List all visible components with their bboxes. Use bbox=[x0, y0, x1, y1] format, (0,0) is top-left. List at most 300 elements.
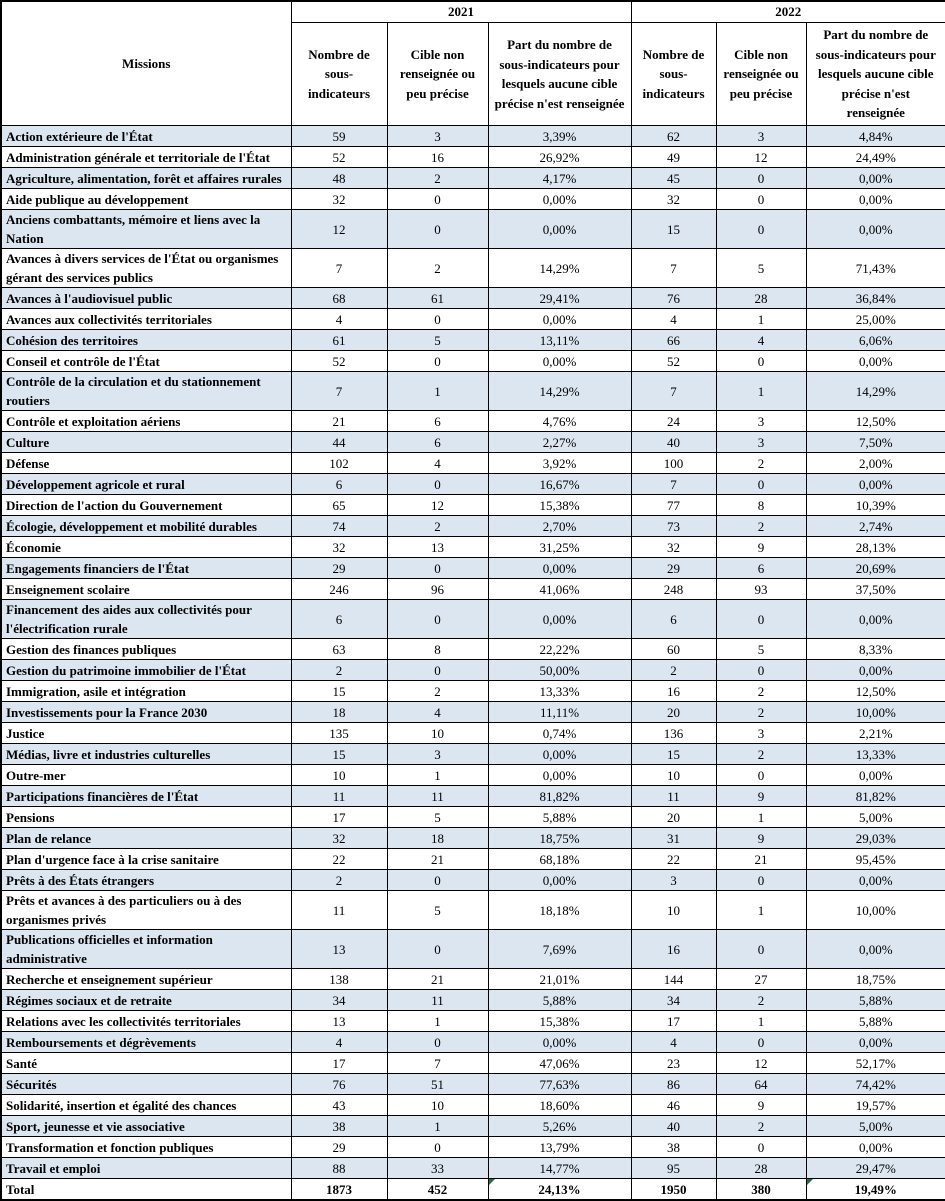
value-cell: 1 bbox=[716, 309, 806, 330]
value-cell: 52,17% bbox=[806, 1053, 945, 1074]
value-cell: 13 bbox=[291, 930, 387, 969]
table-row bbox=[1, 639, 945, 660]
mission-name: Gestion des finances publiques bbox=[1, 639, 291, 660]
value-cell: 0 bbox=[716, 168, 806, 189]
value-cell: 52 bbox=[291, 147, 387, 168]
value-cell: 10,39% bbox=[806, 495, 945, 516]
value-cell: 102 bbox=[291, 453, 387, 474]
value-cell: 14,29% bbox=[488, 249, 631, 288]
value-cell: 0 bbox=[716, 870, 806, 891]
table-row bbox=[1, 660, 945, 681]
value-cell: 0,00% bbox=[806, 1137, 945, 1158]
value-cell: 0 bbox=[387, 189, 488, 210]
value-cell: 17 bbox=[291, 1053, 387, 1074]
value-cell: 0,00% bbox=[806, 474, 945, 495]
table-row bbox=[1, 372, 945, 411]
value-cell: 95 bbox=[631, 1158, 716, 1179]
value-cell: 2,74% bbox=[806, 516, 945, 537]
value-cell: 0 bbox=[387, 210, 488, 249]
value-cell: 71,43% bbox=[806, 249, 945, 288]
value-cell: 4 bbox=[631, 1032, 716, 1053]
value-cell: 5,88% bbox=[806, 1011, 945, 1032]
value-cell: 13,79% bbox=[488, 1137, 631, 1158]
value-cell: 25,00% bbox=[806, 309, 945, 330]
value-cell: 10 bbox=[631, 765, 716, 786]
value-cell: 16 bbox=[631, 930, 716, 969]
table-row bbox=[1, 930, 945, 969]
value-cell: 24,49% bbox=[806, 147, 945, 168]
value-cell: 33 bbox=[387, 1158, 488, 1179]
value-cell: 3 bbox=[716, 432, 806, 453]
value-cell: 32 bbox=[291, 537, 387, 558]
table-row bbox=[1, 537, 945, 558]
value-cell: 2 bbox=[387, 168, 488, 189]
table-row bbox=[1, 870, 945, 891]
value-cell: 0,00% bbox=[806, 189, 945, 210]
value-cell: 29,41% bbox=[488, 288, 631, 309]
value-cell: 15 bbox=[631, 744, 716, 765]
mission-name: Anciens combattants, mémoire et liens avec la Nation bbox=[1, 210, 291, 249]
value-cell: 6 bbox=[387, 432, 488, 453]
value-cell: 0 bbox=[387, 309, 488, 330]
table-row bbox=[1, 288, 945, 309]
value-cell: 7 bbox=[387, 1053, 488, 1074]
value-cell: 380 bbox=[716, 1179, 806, 1201]
value-cell: 144 bbox=[631, 969, 716, 990]
mission-name: Contrôle et exploitation aériens bbox=[1, 411, 291, 432]
value-cell: 81,82% bbox=[806, 786, 945, 807]
mission-name: Avances aux collectivités territoriales bbox=[1, 309, 291, 330]
value-cell: 3 bbox=[716, 723, 806, 744]
value-cell: 10 bbox=[631, 891, 716, 930]
value-cell: 32 bbox=[291, 828, 387, 849]
value-cell: 32 bbox=[631, 189, 716, 210]
value-cell: 13 bbox=[291, 1011, 387, 1032]
value-cell: 6 bbox=[291, 474, 387, 495]
value-cell: 7 bbox=[631, 249, 716, 288]
value-cell: 14,29% bbox=[488, 372, 631, 411]
value-cell: 34 bbox=[631, 990, 716, 1011]
value-cell: 0,00% bbox=[806, 870, 945, 891]
value-cell: 5,88% bbox=[488, 807, 631, 828]
value-cell: 6 bbox=[631, 600, 716, 639]
value-cell: 5 bbox=[716, 639, 806, 660]
value-cell: 12,50% bbox=[806, 681, 945, 702]
table-row bbox=[1, 990, 945, 1011]
value-cell: 8,33% bbox=[806, 639, 945, 660]
value-cell: 76 bbox=[291, 1074, 387, 1095]
value-cell: 3,39% bbox=[488, 126, 631, 147]
value-cell: 18,18% bbox=[488, 891, 631, 930]
value-cell: 3 bbox=[631, 870, 716, 891]
table-row bbox=[1, 702, 945, 723]
value-cell: 4 bbox=[387, 453, 488, 474]
table-row bbox=[1, 1116, 945, 1137]
value-cell: 0,00% bbox=[488, 1032, 631, 1053]
value-cell: 23 bbox=[631, 1053, 716, 1074]
value-cell: 9 bbox=[716, 1095, 806, 1116]
value-cell: 0,00% bbox=[806, 1032, 945, 1053]
value-cell: 61 bbox=[387, 288, 488, 309]
value-cell: 15,38% bbox=[488, 495, 631, 516]
value-cell: 11,11% bbox=[488, 702, 631, 723]
mission-name: Investissements pour la France 2030 bbox=[1, 702, 291, 723]
value-cell: 16 bbox=[631, 681, 716, 702]
table-row bbox=[1, 147, 945, 168]
col-header-2021-part: Part du nombre de sous-indicateurs pour lesquels aucune cible précise n'est renseignée bbox=[488, 23, 631, 126]
mission-name: Administration générale et territoriale de l'État bbox=[1, 147, 291, 168]
value-cell: 20 bbox=[631, 702, 716, 723]
value-cell: 21 bbox=[716, 849, 806, 870]
col-header-2021-nombre: Nombre de sous-indicateurs bbox=[291, 23, 387, 126]
value-cell: 12 bbox=[716, 1053, 806, 1074]
value-cell: 13,33% bbox=[806, 744, 945, 765]
table-row bbox=[1, 411, 945, 432]
table-row bbox=[1, 579, 945, 600]
value-cell: 138 bbox=[291, 969, 387, 990]
col-header-2022-nombre: Nombre de sous-indicateurs bbox=[631, 23, 716, 126]
value-cell: 12 bbox=[291, 210, 387, 249]
value-cell: 9 bbox=[716, 786, 806, 807]
table-row bbox=[1, 807, 945, 828]
mission-name: Immigration, asile et intégration bbox=[1, 681, 291, 702]
value-cell: 3 bbox=[716, 126, 806, 147]
value-cell: 7 bbox=[631, 474, 716, 495]
mission-name: Économie bbox=[1, 537, 291, 558]
value-cell: 0,00% bbox=[488, 765, 631, 786]
value-cell: 4 bbox=[387, 702, 488, 723]
value-cell: 2 bbox=[631, 660, 716, 681]
value-cell: 0,00% bbox=[806, 930, 945, 969]
table-row bbox=[1, 1032, 945, 1053]
value-cell: 27 bbox=[716, 969, 806, 990]
value-cell: 5 bbox=[716, 249, 806, 288]
mission-name: Aide publique au développement bbox=[1, 189, 291, 210]
value-cell: 32 bbox=[631, 537, 716, 558]
value-cell: 18,75% bbox=[806, 969, 945, 990]
value-cell: 0,74% bbox=[488, 723, 631, 744]
value-cell: 51 bbox=[387, 1074, 488, 1095]
table-row bbox=[1, 1095, 945, 1116]
value-cell: 2 bbox=[387, 249, 488, 288]
value-cell: 5 bbox=[387, 330, 488, 351]
value-cell: 12 bbox=[387, 495, 488, 516]
value-cell: 0,00% bbox=[806, 600, 945, 639]
value-cell: 2 bbox=[716, 681, 806, 702]
value-cell: 5 bbox=[387, 807, 488, 828]
value-cell: 0 bbox=[387, 351, 488, 372]
value-cell: 0,00% bbox=[806, 765, 945, 786]
value-cell: 76 bbox=[631, 288, 716, 309]
value-cell: 73 bbox=[631, 516, 716, 537]
value-cell: 8 bbox=[387, 639, 488, 660]
table-body bbox=[1, 126, 945, 1201]
value-cell: 10,00% bbox=[806, 891, 945, 930]
value-cell: 13,33% bbox=[488, 681, 631, 702]
value-cell: 50,00% bbox=[488, 660, 631, 681]
value-cell: 14,29% bbox=[806, 372, 945, 411]
value-cell: 44 bbox=[291, 432, 387, 453]
mission-name: Participations financières de l'État bbox=[1, 786, 291, 807]
col-header-2021-cible: Cible non renseignée ou peu précise bbox=[387, 23, 488, 126]
mission-name: Régimes sociaux et de retraite bbox=[1, 990, 291, 1011]
value-cell: 31 bbox=[631, 828, 716, 849]
value-cell: 49 bbox=[631, 147, 716, 168]
value-cell: 22 bbox=[291, 849, 387, 870]
value-cell: 248 bbox=[631, 579, 716, 600]
value-cell: 22 bbox=[631, 849, 716, 870]
value-cell: 86 bbox=[631, 1074, 716, 1095]
mission-name: Contrôle de la circulation et du stationnement routiers bbox=[1, 372, 291, 411]
value-cell: 0,00% bbox=[806, 210, 945, 249]
value-cell: 2,00% bbox=[806, 453, 945, 474]
value-cell: 77 bbox=[631, 495, 716, 516]
value-cell: 29,47% bbox=[806, 1158, 945, 1179]
value-cell: 60 bbox=[631, 639, 716, 660]
value-cell: 0 bbox=[387, 558, 488, 579]
mission-name: Sécurités bbox=[1, 1074, 291, 1095]
value-cell: 13,11% bbox=[488, 330, 631, 351]
value-cell: 15,38% bbox=[488, 1011, 631, 1032]
col-header-2022-cible: Cible non renseignée ou peu précise bbox=[716, 23, 806, 126]
mission-name: Écologie, développement et mobilité durables bbox=[1, 516, 291, 537]
table-row bbox=[1, 330, 945, 351]
value-cell: 2 bbox=[291, 660, 387, 681]
value-cell: 7 bbox=[291, 249, 387, 288]
value-cell: 6 bbox=[716, 558, 806, 579]
value-cell: 0 bbox=[387, 474, 488, 495]
value-cell: 11 bbox=[387, 990, 488, 1011]
value-cell: 5 bbox=[387, 891, 488, 930]
value-cell: 93 bbox=[716, 579, 806, 600]
value-cell: 26,92% bbox=[488, 147, 631, 168]
value-cell: 31,25% bbox=[488, 537, 631, 558]
table-row bbox=[1, 1053, 945, 1074]
value-cell: 5,00% bbox=[806, 807, 945, 828]
value-cell: 22,22% bbox=[488, 639, 631, 660]
value-cell: 8 bbox=[716, 495, 806, 516]
value-cell: 64 bbox=[716, 1074, 806, 1095]
value-cell: 47,06% bbox=[488, 1053, 631, 1074]
mission-name: Publications officielles et information administrative bbox=[1, 930, 291, 969]
value-cell: 2 bbox=[387, 516, 488, 537]
value-cell: 21 bbox=[387, 969, 488, 990]
value-cell: 0 bbox=[716, 210, 806, 249]
value-cell: 17 bbox=[631, 1011, 716, 1032]
mission-name: Financement des aides aux collectivités pour l'électrification rurale bbox=[1, 600, 291, 639]
value-cell: 10,00% bbox=[806, 702, 945, 723]
table-row bbox=[1, 309, 945, 330]
value-cell: 7,69% bbox=[488, 930, 631, 969]
total-row bbox=[1, 1179, 945, 1201]
value-cell: 5,00% bbox=[806, 1116, 945, 1137]
value-cell: 10 bbox=[387, 723, 488, 744]
table-row bbox=[1, 891, 945, 930]
value-cell: 0 bbox=[387, 600, 488, 639]
value-cell: 246 bbox=[291, 579, 387, 600]
table-row bbox=[1, 1011, 945, 1032]
value-cell: 452 bbox=[387, 1179, 488, 1201]
value-cell: 16,67% bbox=[488, 474, 631, 495]
value-cell: 29 bbox=[291, 558, 387, 579]
value-cell: 29 bbox=[631, 558, 716, 579]
mission-name: Transformation et fonction publiques bbox=[1, 1137, 291, 1158]
value-cell: 4,17% bbox=[488, 168, 631, 189]
value-cell: 0,00% bbox=[806, 660, 945, 681]
value-cell: 81,82% bbox=[488, 786, 631, 807]
value-cell: 5,26% bbox=[488, 1116, 631, 1137]
value-cell: 2 bbox=[291, 870, 387, 891]
table-row bbox=[1, 351, 945, 372]
value-cell: 4,84% bbox=[806, 126, 945, 147]
table-row bbox=[1, 786, 945, 807]
value-cell: 20,69% bbox=[806, 558, 945, 579]
mission-name: Recherche et enseignement supérieur bbox=[1, 969, 291, 990]
value-cell: 5,88% bbox=[806, 990, 945, 1011]
value-cell: 19,49% bbox=[806, 1179, 945, 1201]
mission-name: Outre-mer bbox=[1, 765, 291, 786]
mission-name: Cohésion des territoires bbox=[1, 330, 291, 351]
value-cell: 40 bbox=[631, 1116, 716, 1137]
value-cell: 7 bbox=[291, 372, 387, 411]
col-header-2022-part: Part du nombre de sous-indicateurs pour lesquels aucune cible précise n'est renseignée bbox=[806, 23, 945, 126]
value-cell: 3,92% bbox=[488, 453, 631, 474]
table-row bbox=[1, 558, 945, 579]
value-cell: 0 bbox=[716, 765, 806, 786]
value-cell: 10 bbox=[387, 1095, 488, 1116]
value-cell: 18,75% bbox=[488, 828, 631, 849]
table-row bbox=[1, 495, 945, 516]
value-cell: 15 bbox=[291, 681, 387, 702]
value-cell: 18,60% bbox=[488, 1095, 631, 1116]
value-cell: 16 bbox=[387, 147, 488, 168]
value-cell: 29,03% bbox=[806, 828, 945, 849]
value-cell: 28 bbox=[716, 1158, 806, 1179]
value-cell: 4,76% bbox=[488, 411, 631, 432]
value-cell: 24 bbox=[631, 411, 716, 432]
mission-name: Justice bbox=[1, 723, 291, 744]
table-row bbox=[1, 600, 945, 639]
value-cell: 1 bbox=[387, 1116, 488, 1137]
table-row bbox=[1, 126, 945, 147]
mission-name: Agriculture, alimentation, forêt et affaires rurales bbox=[1, 168, 291, 189]
excel-error-flag-icon bbox=[489, 1179, 495, 1185]
mission-name: Relations avec les collectivités territoriales bbox=[1, 1011, 291, 1032]
value-cell: 1 bbox=[387, 765, 488, 786]
value-cell: 6 bbox=[291, 600, 387, 639]
value-cell: 11 bbox=[291, 786, 387, 807]
value-cell: 65 bbox=[291, 495, 387, 516]
value-cell: 0,00% bbox=[488, 210, 631, 249]
value-cell: 1 bbox=[716, 891, 806, 930]
total-label: Total bbox=[1, 1179, 291, 1201]
value-cell: 40 bbox=[631, 432, 716, 453]
value-cell: 48 bbox=[291, 168, 387, 189]
value-cell: 0 bbox=[387, 660, 488, 681]
value-cell: 2,27% bbox=[488, 432, 631, 453]
value-cell: 4 bbox=[631, 309, 716, 330]
value-cell: 2 bbox=[716, 516, 806, 537]
value-cell: 0 bbox=[387, 1032, 488, 1053]
value-cell: 95,45% bbox=[806, 849, 945, 870]
table-row bbox=[1, 189, 945, 210]
value-cell: 0 bbox=[387, 1137, 488, 1158]
value-cell: 6,06% bbox=[806, 330, 945, 351]
value-cell: 2,70% bbox=[488, 516, 631, 537]
table-row bbox=[1, 969, 945, 990]
value-cell: 0 bbox=[716, 1137, 806, 1158]
value-cell: 12,50% bbox=[806, 411, 945, 432]
value-cell: 96 bbox=[387, 579, 488, 600]
table-row bbox=[1, 168, 945, 189]
value-cell: 1 bbox=[387, 372, 488, 411]
value-cell: 7,50% bbox=[806, 432, 945, 453]
value-cell: 2 bbox=[716, 990, 806, 1011]
value-cell: 2,21% bbox=[806, 723, 945, 744]
table-row bbox=[1, 210, 945, 249]
value-cell: 88 bbox=[291, 1158, 387, 1179]
value-cell: 1950 bbox=[631, 1179, 716, 1201]
table-row bbox=[1, 723, 945, 744]
value-cell: 21,01% bbox=[488, 969, 631, 990]
value-cell: 0 bbox=[716, 474, 806, 495]
mission-name: Prêts à des États étrangers bbox=[1, 870, 291, 891]
table-row bbox=[1, 765, 945, 786]
value-cell: 2 bbox=[716, 744, 806, 765]
value-cell: 7 bbox=[631, 372, 716, 411]
value-cell: 1873 bbox=[291, 1179, 387, 1201]
value-cell: 12 bbox=[716, 147, 806, 168]
value-cell: 46 bbox=[631, 1095, 716, 1116]
table-row bbox=[1, 1074, 945, 1095]
value-cell: 36,84% bbox=[806, 288, 945, 309]
value-cell: 6 bbox=[387, 411, 488, 432]
value-cell: 0,00% bbox=[488, 309, 631, 330]
mission-name: Plan d'urgence face à la crise sanitaire bbox=[1, 849, 291, 870]
value-cell: 17 bbox=[291, 807, 387, 828]
value-cell: 2 bbox=[716, 453, 806, 474]
value-cell: 1 bbox=[716, 807, 806, 828]
value-cell: 0,00% bbox=[806, 351, 945, 372]
table-row bbox=[1, 249, 945, 288]
value-cell: 41,06% bbox=[488, 579, 631, 600]
value-cell: 66 bbox=[631, 330, 716, 351]
mission-name: Défense bbox=[1, 453, 291, 474]
value-cell: 0 bbox=[387, 930, 488, 969]
value-cell: 0 bbox=[716, 660, 806, 681]
value-cell: 52 bbox=[291, 351, 387, 372]
table-row bbox=[1, 681, 945, 702]
year-group-2022: 2022 bbox=[631, 1, 945, 23]
mission-name: Culture bbox=[1, 432, 291, 453]
value-cell: 5,88% bbox=[488, 990, 631, 1011]
table-row bbox=[1, 1158, 945, 1179]
value-cell: 15 bbox=[291, 744, 387, 765]
value-cell: 4 bbox=[291, 309, 387, 330]
mission-name: Conseil et contrôle de l'État bbox=[1, 351, 291, 372]
mission-name: Pensions bbox=[1, 807, 291, 828]
mission-name: Action extérieure de l'État bbox=[1, 126, 291, 147]
excel-error-flag-icon bbox=[807, 1179, 813, 1185]
value-cell: 0,00% bbox=[488, 870, 631, 891]
value-cell: 11 bbox=[291, 891, 387, 930]
value-cell: 1 bbox=[716, 372, 806, 411]
value-cell: 0 bbox=[387, 870, 488, 891]
value-cell: 100 bbox=[631, 453, 716, 474]
value-cell: 38 bbox=[631, 1137, 716, 1158]
value-cell: 28 bbox=[716, 288, 806, 309]
table-row bbox=[1, 516, 945, 537]
